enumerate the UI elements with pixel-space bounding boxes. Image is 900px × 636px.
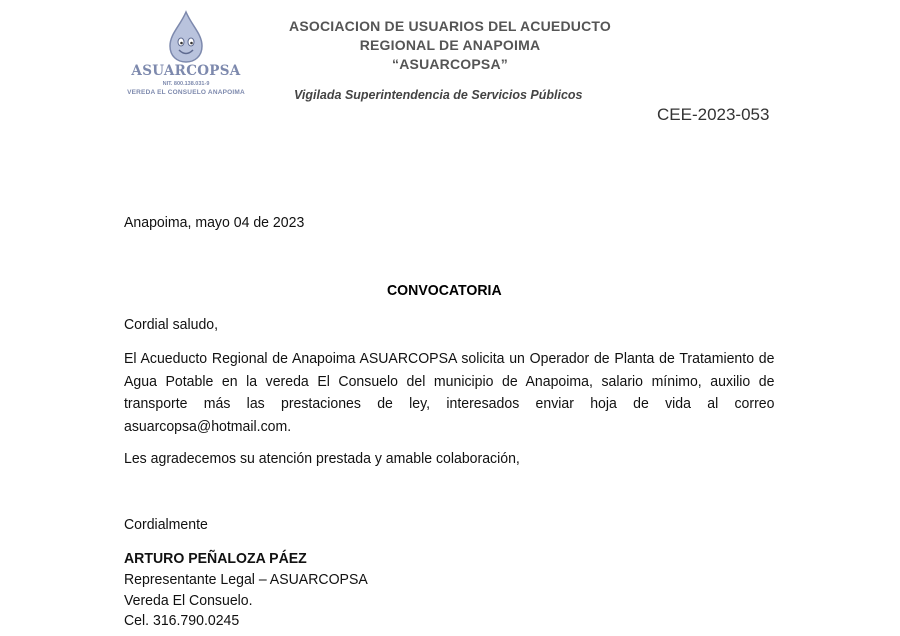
vigilada-text: Vigilada Superintendencia de Servicios Públicos [294, 88, 583, 102]
thanks-line: Les agradecemos su atención prestada y amable colaboración, [124, 450, 520, 467]
body-paragraph: El Acueducto Regional de Anapoima ASUARCOPSA solicita un Operador de Planta de Tratamiento de Agua Potable en la vereda El Consuelo del municipio de Anapoima, salario mínimo, auxilio de transporte más las prestaciones de ley, interesados enviar hoja de vida al correo asuarcopsa@hotmail.com. [124, 350, 775, 435]
place-date: Anapoima, mayo 04 de 2023 [124, 214, 305, 231]
logo-vereda: VEREDA EL CONSUELO ANAPOIMA [127, 89, 245, 96]
header-line-2: REGIONAL DE ANAPOIMA [359, 37, 541, 53]
header-line-1: ASOCIACION DE USUARIOS DEL ACUEDUCTO [289, 18, 611, 34]
header-line-3: “ASUARCOPSA” [392, 56, 508, 72]
document-code: CEE-2023-053 [657, 105, 770, 124]
water-drop-icon [166, 10, 206, 64]
logo-nit: NIT. 800.138.031-9 [162, 81, 210, 87]
signer-role: Representante Legal – ASUARCOPSA [124, 571, 368, 588]
closing: Cordialmente [124, 516, 208, 533]
logo-name: ASUARCOPSA [131, 63, 241, 79]
asuarcopsa-logo [122, 10, 250, 96]
document-title: CONVOCATORIA [387, 282, 502, 299]
signer-location: Vereda El Consuelo. [124, 592, 253, 609]
signer-phone: Cel. 316.790.0245 [124, 612, 240, 629]
greeting: Cordial saludo, [124, 316, 219, 333]
signer-name: ARTURO PEÑALOZA PÁEZ [124, 550, 307, 567]
